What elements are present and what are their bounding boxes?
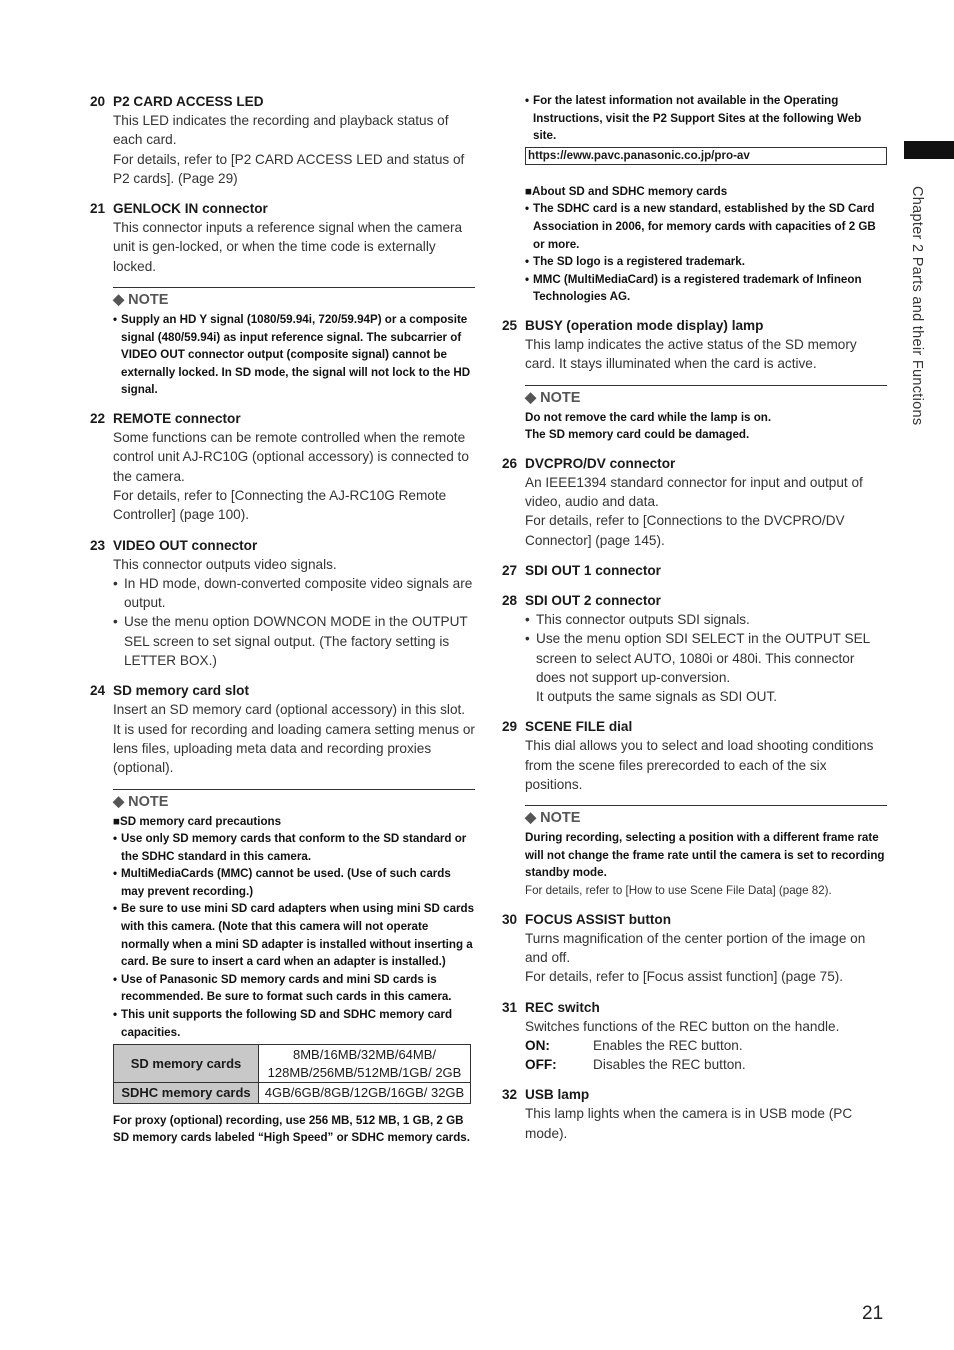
item-text: Turns magnification of the center portion of the image on and off. <box>525 930 866 965</box>
item-title: REC switch <box>525 999 600 1015</box>
item-title: DVCPRO/DV connector <box>525 455 676 471</box>
note-heading: ◆ NOTE <box>525 389 581 406</box>
item-text: Switches functions of the REC button on the handle. <box>525 1018 840 1034</box>
note-bullet: For the latest information not available in the Operating Instructions, visit the P2 Support Sites at the following Web site. <box>533 94 862 143</box>
item-27 <box>502 561 887 580</box>
item-text: This connector outputs video signals. <box>113 556 337 572</box>
note-box <box>525 385 887 444</box>
item-number: 24 <box>90 683 106 699</box>
note-box: ◆ NOTE • Supply an HD Y signal (1080/59.94i, 720/59.94P) or a composite signal (480/59.94i) as input reference signal. The subcarrier of VIDEO OUT connector output (composite signal) cannot be externally locked. In SD mode, the signal will not lock to the HD signal. <box>113 287 475 399</box>
note-text: The SD memory card could be damaged. <box>525 428 750 442</box>
item-22 <box>90 409 475 524</box>
chapter-tab-marker <box>904 141 954 159</box>
note-bullet: MultiMediaCards (MMC) cannot be used. (Use of such cards may prevent recording.) <box>121 867 451 898</box>
capacity-table <box>113 1044 471 1104</box>
item-title: GENLOCK IN connector <box>113 201 268 217</box>
item-text: This connector inputs a reference signal when the camera unit is gen-locked, or when the time code is externally locked. <box>113 220 463 274</box>
note-reference: For details, refer to [How to use Scene File Data] (page 82). <box>525 884 832 898</box>
note-bullet: Use of Panasonic SD memory cards and mini SD cards is recommended. Be sure to format such cards in this camera. <box>121 972 452 1004</box>
item-text: This lamp lights when the camera is in USB mode (PC mode). <box>525 1106 853 1141</box>
item-title: REMOTE connector <box>113 411 241 427</box>
item-title: USB lamp <box>525 1087 590 1103</box>
note-heading: ◆ NOTE <box>525 810 581 827</box>
table-cell: 8MB/16MB/32MB/64MB/ 128MB/256MB/512MB/1GB/ 2GB <box>259 1045 471 1083</box>
table-cell: 4GB/6GB/8GB/12GB/16GB/ 32GB <box>259 1083 471 1104</box>
note-subheading: ■About SD and SDHC memory cards <box>525 184 728 198</box>
note-bullet: The SD logo is a registered trademark. <box>533 255 745 269</box>
item-bullet: In HD mode, down-converted composite video signals are output. <box>124 575 473 611</box>
item-number: 28 <box>502 592 518 608</box>
item-text: An IEEE1394 standard connector for input and output of video, audio and data. <box>525 474 863 510</box>
sd-about-note: ■About SD and SDHC memory cards • The SDHC card is a new standard, established by the SD Card Association in 2006, for memory cards with capacities of 2 GB or more. • The SD logo is a registered trademark. • MMC (MultiMediaCard) is a registered trademark of Infineon Technologies AG. <box>525 183 887 306</box>
top-note: • For the latest information not available in the Operating Instructions, visit the P2 Support Sites at the following Web site. <box>525 92 887 145</box>
table-header-cell: SD memory cards <box>114 1045 259 1083</box>
table-row <box>114 1045 471 1083</box>
note-bullet: MMC (MultiMediaCard) is a registered trademark of Infineon Technologies AG. <box>533 272 862 304</box>
item-number: 26 <box>502 455 518 471</box>
left-column <box>90 92 475 1157</box>
item-text: For details, refer to [Connections to the DVCPRO/DV Connector] (page 145). <box>525 513 845 548</box>
item-number: 21 <box>90 201 106 217</box>
item-29 <box>502 717 887 794</box>
item-number: 25 <box>502 317 518 333</box>
table-header-cell: SDHC memory cards <box>114 1083 259 1104</box>
item-number: 32 <box>502 1087 518 1103</box>
note-bullet: Use only SD memory cards that conform to the SD standard or the SDHC standard in this camera. <box>121 832 467 863</box>
item-text: This LED indicates the recording and playback status of each card. <box>113 113 449 148</box>
item-bullet-continuation: It outputs the same signals as SDI OUT. <box>536 689 778 705</box>
item-title: VIDEO OUT connector <box>113 537 258 553</box>
item-bullet: Use the menu option DOWNCON MODE in the OUTPUT SEL screen to set signal output. (The factory setting is LETTER BOX.) <box>124 614 468 669</box>
item-number: 30 <box>502 911 518 927</box>
support-url[interactable]: https://eww.pavc.panasonic.co.jp/pro-av <box>525 147 887 165</box>
note-heading: ◆ NOTE <box>113 292 169 309</box>
item-text: This dial allows you to select and load shooting conditions from the scene files prerecorded to each of the six positions. <box>525 738 874 792</box>
off-label: OFF: <box>525 1057 557 1073</box>
note-bullet: Be sure to use mini SD card adapters when using mini SD cards with this camera. (Note that this camera will not operate normally when a mini SD adapter is installed without inserting a card. Be sure to insert a card when an adapter is installed.) <box>121 902 475 969</box>
item-title: SCENE FILE dial <box>525 719 633 735</box>
on-description: Enables the REC button. <box>593 1037 743 1053</box>
item-number: 27 <box>502 562 518 578</box>
note-heading: ◆ NOTE <box>113 793 169 810</box>
item-title: SD memory card slot <box>113 683 249 699</box>
item-text: This lamp indicates the active status of the SD memory card. It stays illuminated when the card is active. <box>525 336 857 372</box>
item-text: For details, refer to [Connecting the AJ-RC10G Remote Controller] (page 100). <box>113 487 447 523</box>
item-title: SDI OUT 1 connector <box>525 562 661 578</box>
table-row <box>114 1083 471 1104</box>
right-column <box>502 92 887 1154</box>
item-number: 22 <box>90 411 106 427</box>
item-23: 23 VIDEO OUT connector This connector outputs video signals. • In HD mode, down-converted composite video signals are output. • Use the menu option DOWNCON MODE in the OUTPUT SEL screen to set signal output. (The factory setting is LETTER BOX.) <box>90 536 475 671</box>
item-26 <box>502 454 887 550</box>
note-text: During recording, selecting a position with a different frame rate will not change the frame rate until the camera is set to recording standby mode. <box>525 831 885 880</box>
chapter-label: Chapter 2 Parts and their Functions <box>909 186 925 426</box>
item-20 <box>90 92 475 188</box>
item-text: For details, refer to [P2 CARD ACCESS LED and status of P2 cards]. (Page 29) <box>113 151 465 186</box>
note-bullet: This unit supports the following SD and SDHC memory card capacities. <box>121 1008 453 1039</box>
proxy-note: For proxy (optional) recording, use 256 MB, 512 MB, 1 GB, 2 GB SD memory cards labeled “High Speed” or SDHC memory cards. <box>113 1113 470 1145</box>
item-text: Some functions can be remote controlled when the remote control unit AJ-RC10G (optional accessory) is connected to the camera. <box>113 430 469 484</box>
item-32 <box>502 1085 887 1143</box>
note-subheading: ■SD memory card precautions <box>113 814 282 828</box>
item-25 <box>502 316 887 374</box>
item-text: For details, refer to [Focus assist function] (page 75). <box>525 969 844 985</box>
item-title: BUSY (operation mode display) lamp <box>525 317 764 333</box>
item-30 <box>502 910 887 987</box>
item-number: 20 <box>90 94 106 109</box>
on-label: ON: <box>525 1037 550 1053</box>
item-bullet: This connector outputs SDI signals. <box>536 611 750 627</box>
note-text: Do not remove the card while the lamp is on. <box>525 410 772 424</box>
item-number: 31 <box>502 999 518 1015</box>
item-title: FOCUS ASSIST button <box>525 911 671 927</box>
item-number: 23 <box>90 537 106 553</box>
item-24 <box>90 681 475 777</box>
item-number: 29 <box>502 719 518 735</box>
item-text: Insert an SD memory card (optional accessory) in this slot. It is used for recording and loading camera setting menus or lens files, uploading meta data and recording proxies (optional). <box>113 702 475 776</box>
item-title: P2 CARD ACCESS LED <box>113 94 264 109</box>
page-number: 21 <box>862 1303 884 1324</box>
item-bullet: Use the menu option SDI SELECT in the OUTPUT SEL screen to select AUTO, 1080i or 480i. This connector does not support up-conversion. <box>536 631 870 685</box>
item-21 <box>90 199 475 276</box>
item-31 <box>502 998 887 1075</box>
note-box: ◆ NOTE ■SD memory card precautions • Use only SD memory cards that conform to the SD standard or the SDHC standard in this camera. • MultiMediaCards (MMC) cannot be used. (Use of such cards may prevent recording.) • Be sure to use mini SD card adapters when using mini SD cards with this camera. (Note that this camera will not operate normally when a mini SD adapter is installed without inserting a card. Be sure to insert a card when an adapter is installed.) • Use of Panasonic SD memory cards and mini SD cards is recommended. Be sure to format such cards in this camera. • This unit supports the following SD and SDHC memory card capacities. SD memory cards 8MB/16MB/32MB/64MB/ 128MB/256MB/512MB/1GB/ 2GB SDHC memory cards 4GB/6GB/8GB/12GB/16GB/ 32GB For proxy (optional) recording, use 256 MB, 512 MB, 1 GB, 2 GB SD memory cards labeled “High Speed” or SDHC memory cards. <box>113 789 475 1147</box>
note-box <box>525 805 887 899</box>
item-title: SDI OUT 2 connector <box>525 592 661 608</box>
note-bullet: The SDHC card is a new standard, established by the SD Card Association in 2006, for memory cards with capacities of 2 GB or more. <box>533 202 876 251</box>
note-bullet: Supply an HD Y signal (1080/59.94i, 720/59.94P) or a composite signal (480/59.94i) as input reference signal. The subcarrier of VIDEO OUT connector output (composite signal) cannot be externally locked. In SD mode, the signal will not lock to the HD signal. <box>121 313 471 397</box>
off-description: Disables the REC button. <box>593 1057 746 1073</box>
item-28: 28 SDI OUT 2 connector • This connector outputs SDI signals. • Use the menu option SDI SELECT in the OUTPUT SEL screen to select AUTO, 1080i or 480i. This connector does not support up-conversion. It outputs the same signals as SDI OUT. <box>502 591 887 706</box>
